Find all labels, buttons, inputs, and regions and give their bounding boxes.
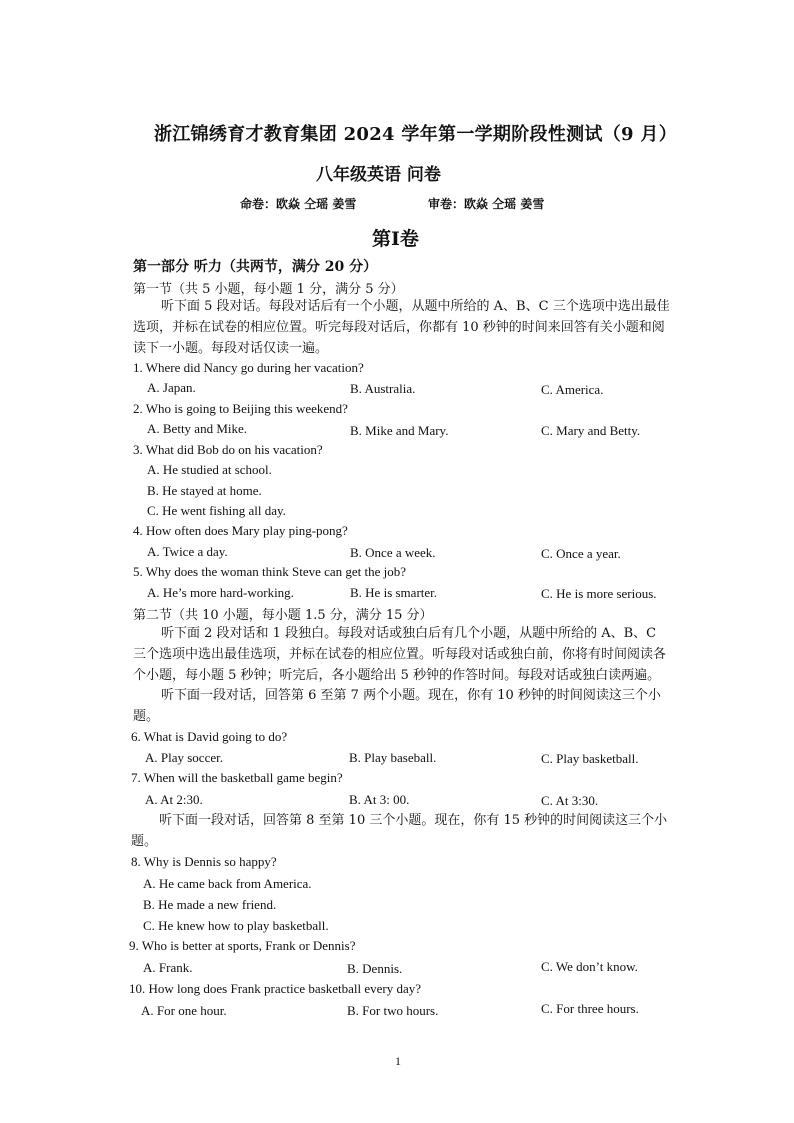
question-4: 4. How often does Mary play ping-pong?: [133, 523, 348, 538]
q2-option-c: C. Mary and Betty.: [541, 423, 641, 438]
q1-option-c: C. America.: [541, 382, 604, 397]
q10-option-b: B. For two hours.: [347, 1003, 439, 1018]
q4-option-a: A. Twice a day.: [147, 544, 228, 559]
question-7: 7. When will the basketball game begin?: [131, 770, 343, 785]
q8-option-a: A. He came back from America.: [143, 876, 312, 891]
question-2: 2. Who is going to Beijing this weekend?: [133, 401, 348, 416]
section2-instructions: 听下面 2 段对话和 1 段独白。每段对话或独白后有几个小题，从题中所给的 A、B、C 三个选项中选出最佳选项，并标在试卷的相应位置。听每段对话或独白前，你将有时间阅读各个小题，每小题 5 秒钟；听完后，各小题给出 5 秒钟的作答时间。每段对话或独白读两遍。: [133, 626, 667, 683]
setter-line: 命卷：欧焱 仝瑶 姜雪: [240, 197, 357, 211]
q1-option-a: A. Japan.: [147, 380, 196, 395]
q6-option-a: A. Play soccer.: [145, 750, 223, 765]
intro-questions-8-10: 听下面一段对话，回答第 8 至第 10 三个小题。现在，你有 15 秒钟的时间阅读这三个小题。: [131, 813, 668, 849]
volume-heading: 第Ⅰ卷: [372, 228, 419, 250]
q1-option-b: B. Australia.: [350, 381, 416, 396]
q10-option-a: A. For one hour.: [141, 1003, 227, 1018]
question-10: 10. How long does Frank practice basketball every day?: [129, 981, 422, 996]
q10-option-c: C. For three hours.: [541, 1001, 639, 1016]
exam-subtitle: 八年级英语 问卷: [316, 165, 441, 185]
section2-heading: 第二节（共 10 小题，每小题 1.5 分，满分 15 分）: [133, 608, 433, 623]
section1-heading: 第一节（共 5 小题，每小题 1 分，满分 5 分）: [133, 282, 404, 297]
question-5: 5. Why does the woman think Steve can get the job?: [133, 564, 407, 579]
q5-option-b: B. He is smarter.: [350, 585, 438, 600]
question-9: 9. Who is better at sports, Frank or Dennis?: [129, 938, 356, 953]
q8-option-b: B. He made a new friend.: [143, 897, 277, 912]
q9-option-c: C. We don’t know.: [541, 959, 638, 974]
q7-option-b: B. At 3: 00.: [349, 792, 410, 807]
question-3: 3. What did Bob do on his vacation?: [133, 442, 323, 457]
q9-option-a: A. Frank.: [143, 960, 193, 975]
q7-option-c: C. At 3:30.: [541, 793, 599, 808]
q5-option-a: A. He’s more hard-working.: [147, 585, 294, 600]
question-1: 1. Where did Nancy go during her vacation?: [133, 360, 364, 375]
q2-option-b: B. Mike and Mary.: [350, 423, 449, 438]
intro-questions-6-7: 听下面一段对话，回答第 6 至第 7 两个小题。现在，你有 10 秒钟的时间阅读这三个小题。: [133, 688, 661, 724]
q6-option-c: C. Play basketball.: [541, 751, 639, 766]
q7-option-a: A. At 2:30.: [145, 792, 203, 807]
q5-option-c: C. He is more serious.: [541, 586, 657, 601]
q3-option-b: B. He stayed at home.: [147, 483, 262, 498]
q9-option-b: B. Dennis.: [347, 961, 403, 976]
q4-option-c: C. Once a year.: [541, 546, 621, 561]
q2-option-a: A. Betty and Mike.: [147, 421, 248, 436]
q3-option-c: C. He went fishing all day.: [147, 503, 286, 518]
reviewer-line: 审卷：欧焱 仝瑶 姜雪: [428, 197, 545, 211]
section1-instructions: 听下面 5 段对话。每段对话后有一个小题，从题中所给的 A、B、C 三个选项中选出最佳选项，并标在试卷的相应位置。听完每段对话后，你都有 10 秒钟的时间来回答有关小题和阅读下一小题。每段对话仅读一遍。: [133, 299, 670, 356]
part1-heading: 第一部分 听力（共两节，满分 20 分）: [133, 259, 378, 275]
question-8: 8. Why is Dennis so happy?: [131, 854, 277, 869]
exam-title: 浙江锦绣育才教育集团 2024 学年第一学期阶段性测试（9 月）: [154, 124, 678, 145]
page-number: 1: [395, 1054, 401, 1068]
q4-option-b: B. Once a week.: [350, 545, 436, 560]
q8-option-c: C. He knew how to play basketball.: [143, 918, 329, 933]
q3-option-a: A. He studied at school.: [147, 462, 272, 477]
q6-option-b: B. Play baseball.: [349, 750, 437, 765]
question-6: 6. What is David going to do?: [131, 729, 288, 744]
